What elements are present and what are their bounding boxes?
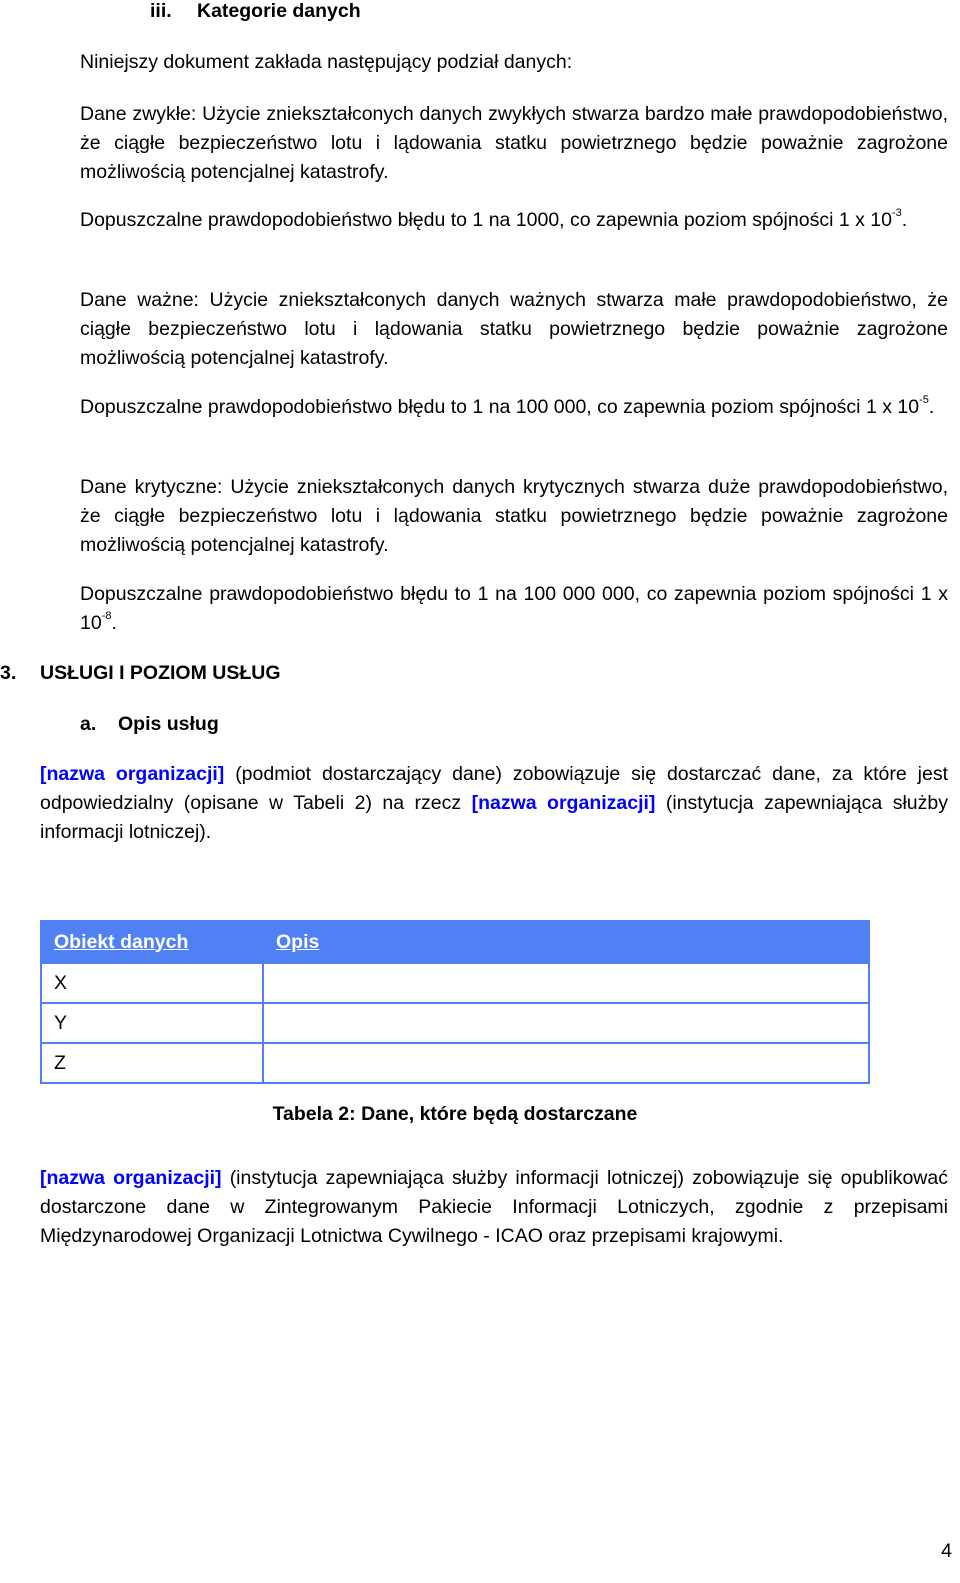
organization-placeholder: [nazwa organizacji]: [471, 792, 656, 814]
probability-text: Dopuszczalne prawdopodobieństwo błędu to 1 na 1000, co zapewnia poziom spójności: [80, 209, 834, 231]
section-title: Kategorie danych: [197, 0, 361, 22]
table-cell: X: [42, 962, 262, 1002]
probability-text: Dopuszczalne prawdopodobieństwo błędu to 1 na 100 000, co zapewnia poziom spójności: [80, 396, 861, 418]
category-critical-probability: [80, 580, 948, 638]
services-paragraph: [nazwa organizacji] (podmiot dostarczający dane) zobowiązuje się dostarczać dane, za które jest odpowiedzialny (opisane w Tabeli 2) na rzecz [nazwa organizacji] (instytucja zapewniająca służby informacji lotniczej).: [40, 763, 948, 843]
table-cell: [262, 1042, 868, 1082]
integrity-level: 1 x $10^{-5}$.: [865, 393, 935, 418]
category-normal-description: Dane zwykłe: Użycie zniekształconych danych zwykłych stwarza bardzo małe prawdopodobieństwo, że ciągłe bezpieczeństwo lotu i lądowania statku powietrznego będzie poważnie zagrożone możliwością potencjalnej katastrofy.: [80, 103, 948, 183]
section-number: a.: [80, 713, 97, 735]
data-objects-table: [40, 920, 870, 1084]
organization-placeholder: [nazwa organizacji]: [40, 1167, 222, 1189]
integrity-level: 1 x $10^{-8}$.: [80, 583, 949, 634]
section-number: iii.: [150, 0, 172, 22]
table-caption: Tabela 2: Dane, które będą dostarczane: [272, 1103, 638, 1125]
page-number: 4: [941, 1540, 952, 1562]
integrity-level: 1 x $10^{-3}$.: [838, 206, 908, 231]
section-number: 3.: [0, 662, 17, 684]
column-header-data-object: Obiekt danych: [42, 922, 262, 962]
table-row: [42, 962, 868, 1002]
table-cell: [262, 1002, 868, 1042]
table-row: [42, 1002, 868, 1042]
category-normal-probability: [80, 206, 948, 235]
category-critical-description: Dane krytyczne: Użycie zniekształconych danych krytycznych stwarza duże prawdopodobieństwo, że ciągłe bezpieczeństwo lotu i lądowania statku powietrznego będzie poważnie zagrożone możliwością potencjalnej katastrofy.: [80, 476, 948, 556]
organization-placeholder: [nazwa organizacji]: [40, 763, 225, 785]
column-header-description: Opis: [262, 922, 868, 962]
table-row: [42, 1042, 868, 1082]
publish-paragraph: [nazwa organizacji] (instytucja zapewniająca służby informacji lotniczej) zobowiązuje się opublikować dostarczone dane w Zintegrowanym Pakiecie Informacji Lotniczych, zgodnie z przepisami Międzynarodowej Organizacji Lotnictwa Cywilnego - ICAO oraz przepisami krajowymi.: [40, 1167, 948, 1247]
table-cell: Z: [42, 1042, 262, 1082]
category-important-description: Dane ważne: Użycie zniekształconych danych ważnych stwarza małe prawdopodobieństwo, że ciągłe bezpieczeństwo lotu i lądowania statku powietrznego będzie poważnie zagrożone możliwością potencjalnej katastrofy.: [80, 289, 948, 369]
section-title: Opis usług: [118, 713, 219, 735]
section-heading-a: [80, 713, 219, 736]
section-title: USŁUGI I POZIOM USŁUG: [40, 662, 281, 684]
table-cell: [262, 962, 868, 1002]
table-cell: Y: [42, 1002, 262, 1042]
section-heading-3: [0, 662, 281, 685]
intro-paragraph: Niniejszy dokument zakłada następujący podział danych:: [80, 51, 573, 73]
table-header-row: [42, 922, 868, 962]
section-heading-iii: [150, 0, 361, 23]
category-important-probability: [80, 393, 948, 422]
probability-text: Dopuszczalne prawdopodobieństwo błędu to 1 na 100 000 000, co zapewnia poziom spójności: [80, 583, 914, 605]
